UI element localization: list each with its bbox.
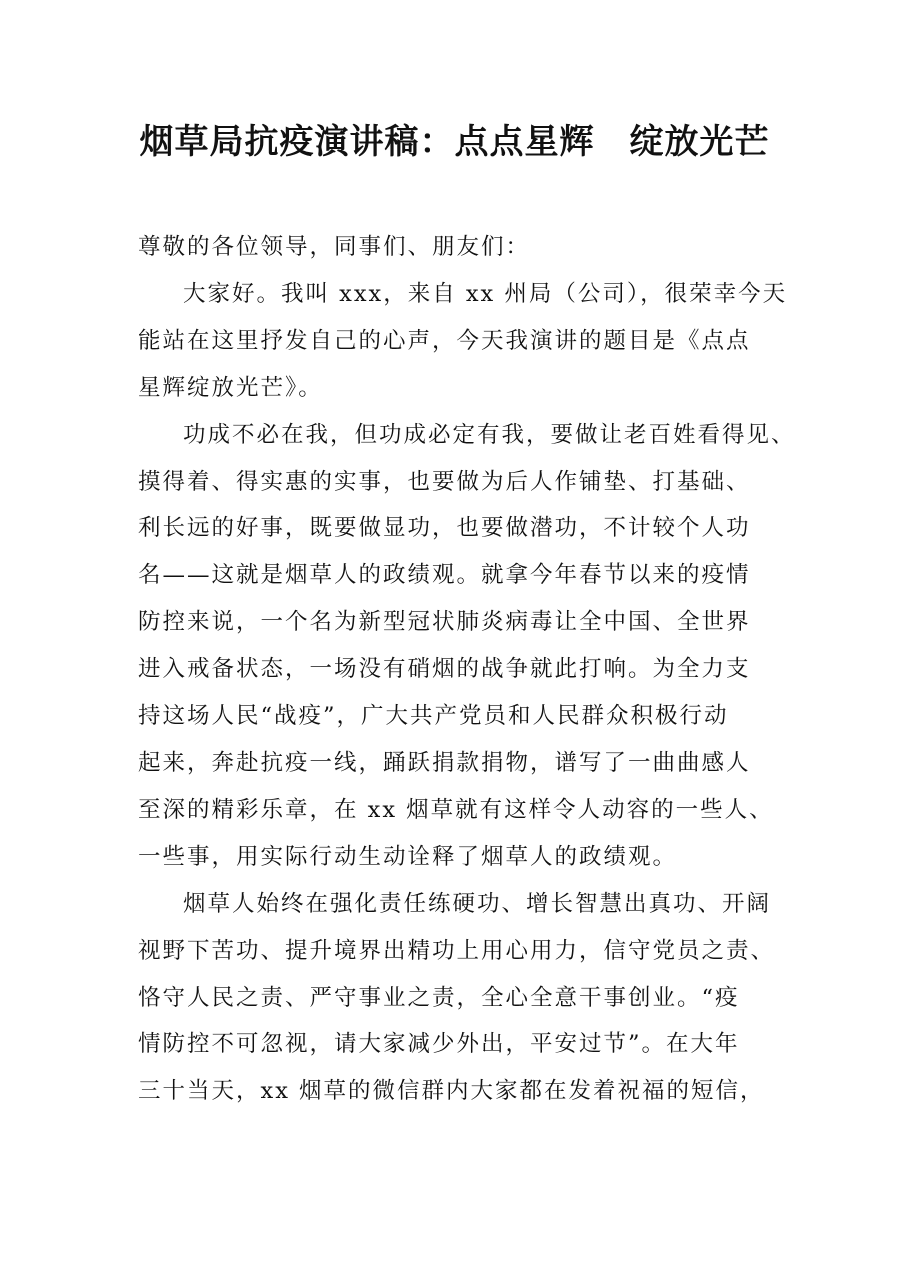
- paragraph-line: 利长远的好事，既要做显功，也要做潜功，不计较个人功: [138, 515, 751, 542]
- paragraph-line: 能站在这里抒发自己的心声，今天我演讲的题目是《点点: [138, 327, 751, 354]
- paragraph-line: 大家好。我叫 xxx，来自 xx 州局（公司），很荣幸今天: [183, 280, 788, 307]
- paragraph-line: 视野下苦功、提升境界出精功上用心用力，信守党员之责、: [138, 937, 776, 964]
- paragraph-line: 摸得着、得实惠的实事，也要做为后人作铺垫、打基础、: [138, 468, 751, 495]
- paragraph-1: [138, 271, 798, 412]
- paragraph-line: 起来，奔赴抗疫一线，踊跃捐款捐物，谱写了一曲曲感人: [138, 749, 751, 776]
- paragraph-line: 烟草人始终在强化责任练硬功、增长智慧出真功、开阔: [183, 890, 772, 917]
- paragraph-line: 情防控不可忽视，请大家减少外出，平安过节”。在大年: [138, 1031, 740, 1058]
- paragraph-2: [138, 412, 798, 881]
- paragraph-line: 名——这就是烟草人的政绩观。就拿今年春节以来的疫情: [138, 562, 751, 589]
- paragraph-line: 持这场人民“战疫”，广大共产党员和人民群众积极行动: [138, 703, 729, 730]
- document-body: [138, 224, 798, 1115]
- paragraph-3: [138, 881, 798, 1116]
- salutation: 尊敬的各位领导，同事们、朋友们：: [138, 234, 531, 260]
- paragraph-line: 防控来说，一个名为新型冠状肺炎病毒让全中国、全世界: [138, 609, 751, 636]
- document-title: 烟草局抗疫演讲稿：点点星辉 绽放光芒: [139, 122, 770, 162]
- paragraph-line: 三十当天，xx 烟草的微信群内大家都在发着祝福的短信，: [138, 1078, 765, 1105]
- paragraph-line: 功成不必在我，但功成必定有我，要做让老百姓看得见、: [183, 421, 796, 448]
- paragraph-line: 星辉绽放光芒》。: [138, 374, 323, 401]
- paragraph-line: 至深的精彩乐章，在 xx 烟草就有这样令人动容的一些人、: [138, 796, 774, 823]
- paragraph-line: 进入戒备状态，一场没有硝烟的战争就此打响。为全力支: [138, 656, 751, 683]
- paragraph-line: 恪守人民之责、严守事业之责，全心全意干事创业。“疫: [138, 984, 740, 1011]
- paragraph-line: 一些事，用实际行动生动诠释了烟草人的政绩观。: [138, 843, 678, 870]
